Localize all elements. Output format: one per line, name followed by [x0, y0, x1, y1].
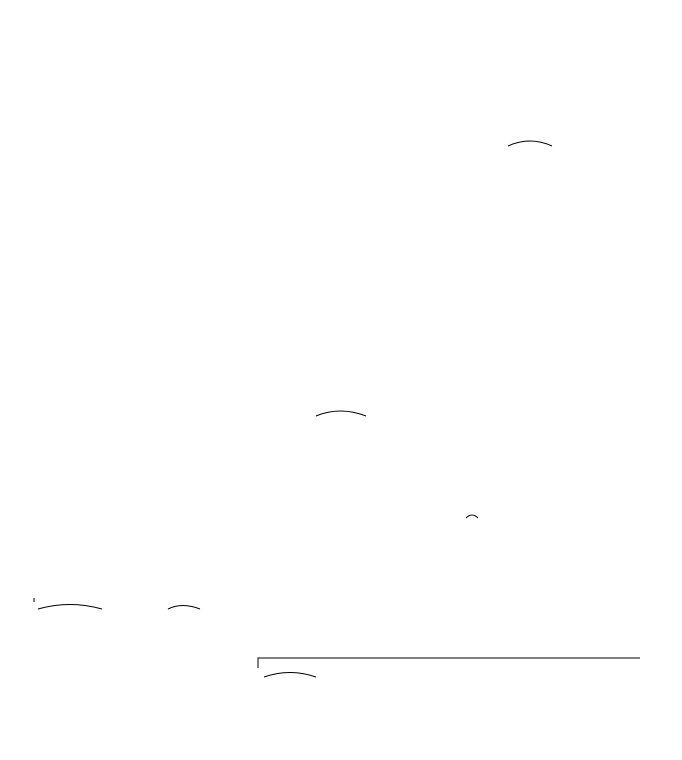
slur-row-7-a — [38, 605, 102, 610]
slur-row-5 — [316, 411, 366, 416]
volta-bracket — [258, 658, 640, 668]
slur-row-8 — [264, 673, 316, 678]
slur-row-2 — [508, 141, 552, 146]
slur-row-7-b — [168, 606, 200, 610]
slur-row-6-a — [466, 515, 478, 518]
